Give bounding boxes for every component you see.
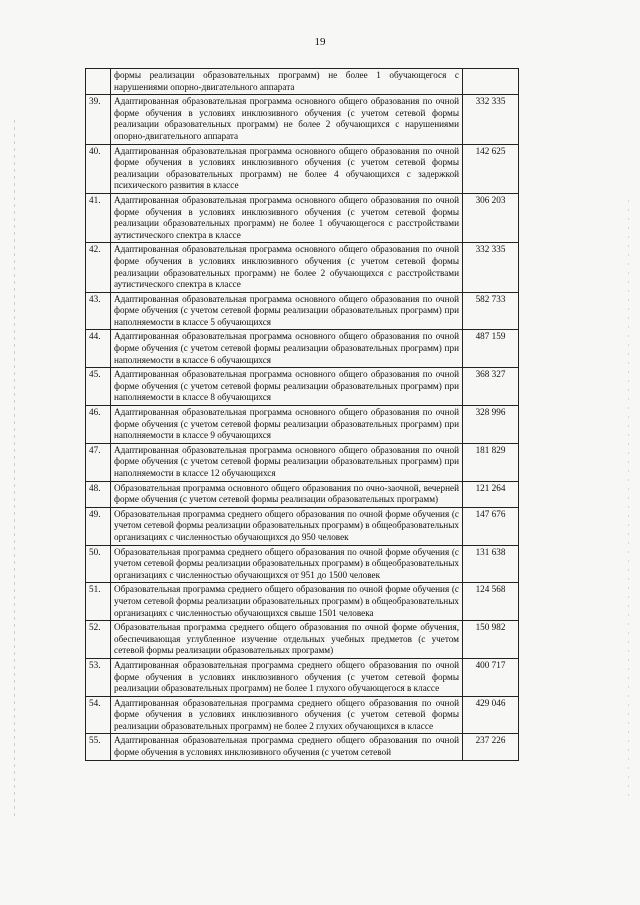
row-number: 52. bbox=[86, 621, 111, 659]
table-row bbox=[86, 545, 519, 583]
table-row bbox=[86, 69, 519, 95]
table-row bbox=[86, 481, 519, 507]
row-number: 41. bbox=[86, 193, 111, 242]
table-row bbox=[86, 243, 519, 292]
program-description: Адаптированная образовательная программа среднего общего образования по очной форме обучения в условиях инклюзивного обучения (с учетом сетевой формы реализации образовательных программ) не более 2 глухих обучающихся в классе bbox=[111, 696, 463, 734]
cost-value: 121 264 bbox=[463, 481, 519, 507]
cost-value bbox=[463, 69, 519, 95]
cost-value: 237 226 bbox=[463, 734, 519, 760]
program-description: Адаптированная образовательная программа основного общего образования по очной форме обучения (с учетом сетевой формы реализации образовательных программ) при наполняемости в классе 5 обучающихся bbox=[111, 292, 463, 330]
cost-value: 487 159 bbox=[463, 330, 519, 368]
cost-value: 429 046 bbox=[463, 696, 519, 734]
cost-value: 150 982 bbox=[463, 621, 519, 659]
scan-artifact-right bbox=[628, 200, 629, 800]
table-row bbox=[86, 696, 519, 734]
table-row bbox=[86, 368, 519, 406]
cost-value: 306 203 bbox=[463, 193, 519, 242]
row-number: 40. bbox=[86, 144, 111, 193]
program-description: Адаптированная образовательная программа среднего общего образования по очной форме обучения в условиях инклюзивного обучения (с учетом сетевой формы реализации образовательных программ) не более 1 глухого обучающегося в классе bbox=[111, 658, 463, 696]
table-row bbox=[86, 443, 519, 481]
row-number: 44. bbox=[86, 330, 111, 368]
table-row bbox=[86, 734, 519, 760]
program-description: Адаптированная образовательная программа основного общего образования по очной форме обучения (с учетом сетевой формы реализации образовательных программ) при наполняемости в классе 6 обучающихся bbox=[111, 330, 463, 368]
table-row bbox=[86, 144, 519, 193]
row-number: 39. bbox=[86, 95, 111, 144]
row-number: 43. bbox=[86, 292, 111, 330]
cost-value: 582 733 bbox=[463, 292, 519, 330]
program-description: Образовательная программа среднего общего образования по очной форме обучения, обеспечивающая углубленное изучение отдельных учебных предметов (с учетом сетевой формы реализации образовательных программ) bbox=[111, 621, 463, 659]
row-number: 53. bbox=[86, 658, 111, 696]
program-description: Адаптированная образовательная программа основного общего образования по очной форме обучения в условиях инклюзивного обучения (с учетом сетевой формы реализации образовательных программ) не более 4 обучающихся с задержкой психического развития в классе bbox=[111, 144, 463, 193]
table-row bbox=[86, 193, 519, 242]
row-number: 55. bbox=[86, 734, 111, 760]
row-number: 47. bbox=[86, 443, 111, 481]
row-number: 50. bbox=[86, 545, 111, 583]
row-number: 54. bbox=[86, 696, 111, 734]
cost-value: 400 717 bbox=[463, 658, 519, 696]
table-row bbox=[86, 583, 519, 621]
program-description: Адаптированная образовательная программа основного общего образования по очной форме обучения (с учетом сетевой формы реализации образовательных программ) при наполняемости в классе 8 обучающихся bbox=[111, 368, 463, 406]
cost-value: 131 638 bbox=[463, 545, 519, 583]
row-number bbox=[86, 69, 111, 95]
cost-value: 332 335 bbox=[463, 243, 519, 292]
cost-value: 124 568 bbox=[463, 583, 519, 621]
program-description: Адаптированная образовательная программа основного общего образования по очной форме обучения в условиях инклюзивного обучения (с учетом сетевой формы реализации образовательных программ) не более 1 обучающегося с расстройствами аутистического спектра в классе bbox=[111, 193, 463, 242]
table-row bbox=[86, 658, 519, 696]
row-number: 42. bbox=[86, 243, 111, 292]
program-description: Адаптированная образовательная программа среднего общего образования по очной форме обучения в условиях инклюзивного обучения (с учетом сетевой bbox=[111, 734, 463, 760]
cost-value: 142 625 bbox=[463, 144, 519, 193]
program-description: Образовательная программа среднего общего образования по очной форме обучения (с учетом сетевой формы реализации образовательных программ) в общеобразовательных организациях с численностью обучающихся от 951 до 1500 человек bbox=[111, 545, 463, 583]
page-number: 19 bbox=[314, 36, 326, 48]
cost-value: 368 327 bbox=[463, 368, 519, 406]
cost-value: 328 996 bbox=[463, 406, 519, 444]
program-description: Образовательная программа основного общего образования по очно-заочной, вечерней форме обучения (с учетом сетевой формы реализации образовательных программ) bbox=[111, 481, 463, 507]
tariff-table bbox=[85, 68, 519, 761]
table-row bbox=[86, 292, 519, 330]
program-description: Адаптированная образовательная программа основного общего образования по очной форме обучения в условиях инклюзивного обучения (с учетом сетевой формы реализации образовательных программ) не более 2 обучающихся с нарушениями опорно-двигательного аппарата bbox=[111, 95, 463, 144]
table-row bbox=[86, 330, 519, 368]
program-description: Образовательная программа среднего общего образования по очной форме обучения (с учетом сетевой формы реализации образовательных программ) в общеобразовательных организациях с численностью обучающихся до 950 человек bbox=[111, 507, 463, 545]
table-row bbox=[86, 507, 519, 545]
cost-value: 181 829 bbox=[463, 443, 519, 481]
program-description: Образовательная программа среднего общего образования по очной форме обучения (с учетом сетевой формы реализации образовательных программ) в общеобразовательных организациях с численностью обучающихся свыше 1501 человека bbox=[111, 583, 463, 621]
row-number: 49. bbox=[86, 507, 111, 545]
cost-value: 332 335 bbox=[463, 95, 519, 144]
cost-value: 147 676 bbox=[463, 507, 519, 545]
table-body bbox=[86, 69, 519, 761]
program-description: формы реализации образовательных программ) не более 1 обучающегося с нарушениями опорно-двигательного аппарата bbox=[111, 69, 463, 95]
row-number: 51. bbox=[86, 583, 111, 621]
table-row bbox=[86, 406, 519, 444]
program-description: Адаптированная образовательная программа основного общего образования по очной форме обучения (с учетом сетевой формы реализации образовательных программ) при наполняемости в классе 9 обучающихся bbox=[111, 406, 463, 444]
row-number: 48. bbox=[86, 481, 111, 507]
row-number: 46. bbox=[86, 406, 111, 444]
program-description: Адаптированная образовательная программа основного общего образования по очной форме обучения (с учетом сетевой формы реализации образовательных программ) при наполняемости в классе 12 обучающихся bbox=[111, 443, 463, 481]
row-number: 45. bbox=[86, 368, 111, 406]
table-row bbox=[86, 95, 519, 144]
program-description: Адаптированная образовательная программа основного общего образования по очной форме обучения в условиях инклюзивного обучения (с учетом сетевой формы реализации образовательных программ) не более 2 обучающихся с расстройствами аутистического спектра в классе bbox=[111, 243, 463, 292]
scan-artifact-left bbox=[14, 120, 15, 820]
table-row bbox=[86, 621, 519, 659]
